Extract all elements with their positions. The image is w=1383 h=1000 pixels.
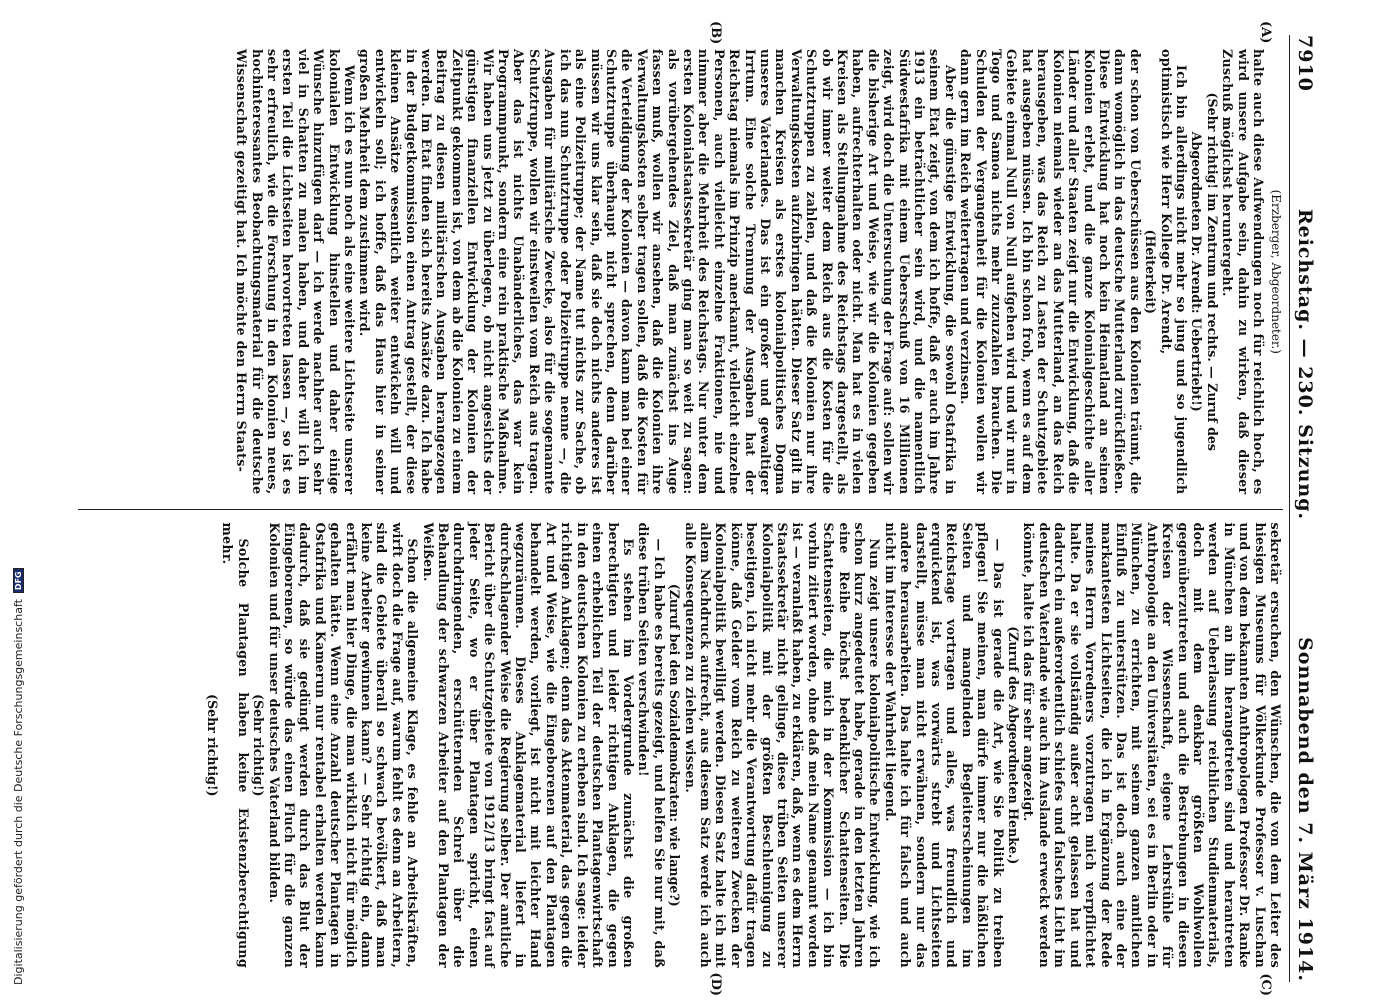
margin-marker-a: (A): [1258, 21, 1273, 44]
paragraph: Es stehen im Vordergrunde zunächst die großen berechtigten und leider richtigen Anklagen, die gegen einen erheblichen Teil der deutschen Plantagenwirtschaft in den deutschen Kolonien zu erheben sind. Ich sage: leider richtigen Anklagen; denn das Aktenmaterial, das gegen die Art und Weise, wie die Eingeborenen auf den Plantagen behandelt werden, vorliegt, ist nicht mit leichter Hand wegzuräumen. Dieses Anklagematerial liefert in durchschlagender Weise die Regierung selber. Der amtliche Bericht über die Schutzgebiete von 1912/13 bringt fast auf jeder Seite, wo er über Plantagen spricht, einen durchdringenden, erschütternden Schrei über die Behandlung der schwarzen Arbeiter auf den Plantagen der Weißen.: [420, 522, 636, 968]
interjection: (Sehr richtig! im Zentrum und rechts. — Zuruf des Abgeordneten Dr. Arendt: Uebertriebt!): [1189, 92, 1220, 451]
paragraph: — Ich habe es bereits gezeigt, und helfen Sie nur mit, daß diese trüben Seiten verschwinden!: [636, 522, 667, 968]
interjection: (Zuruf bei den Sozialdemokraten: wie lange?): [667, 583, 683, 907]
page-number: 7910: [1294, 35, 1316, 92]
interjection: (Sehr richtig!): [251, 694, 267, 797]
credit-text: Digitalisierung gefördert durch die Deutsche Forschungsgemeinschaft: [12, 599, 25, 985]
left-column: [78, 21, 1283, 509]
interjection: (Heiterkeit): [1143, 229, 1159, 314]
margin-marker-c: (C): [1258, 973, 1273, 996]
paragraph: halte auch diese Aufwendungen noch für reichlich hoch, es wird unsere Aufgabe sein, dahin zu wirken, daß dieser Zuschuß möglichst heruntergeht.: [1220, 49, 1266, 495]
margin-marker-d: (D): [708, 972, 723, 996]
paragraph: Schon die allgemeine Klage, es fehle an Arbeitskräften, wirft doch die Frage auf, warum fehlt es denn an Arbeitern, sind die Gebiete überall so schwach bevölkert, daß man keine Arbeiter gewinnen kann? — Sehr richtig ein, dann erfährt man hier Dinge, die man wirklich nicht für möglich gehalten hätte. Wenn eine Anzahl deutscher Plantagen in Ostafrika und Kamerun nur rentabel erhalten werden kann dadurch, daß sie gedüngt werden durch das Blut der Eingeborenen, so würde das einen Fluch für die ganzen Kolonien und für unser deutsches Vaterland bilden.: [266, 522, 421, 968]
page-header: [1289, 35, 1316, 982]
paragraph: Wenn ich es nun noch als eine weitere Lichtseite unserer kolonialen Entwicklung hinstellen und daher einige Wünsche hinzufügen darf — ich werde nachher auch sehr viel in Schatten zu malen haben, und daher will ich im ersten Teil die Lichtseiten hervortreten lassen —, so ist es sehr erfreulich, wie die Forschung in den Kolonien neues, hochinteressantes Beobachtungsmaterial für die deutsche Wissenschaft gezeitigt hat. Ich möchte den Herrn Staats-: [234, 49, 358, 495]
paragraph: Aber die günstige Entwicklung, die sowohl Ostafrika in seinem Etat zeigt, von dem ich hoffe, daß er auch im Jahre 1913 ein beträchtlicher sein wird, und die namentlich Südwestafrika mit einem Uebersschuß von 16 Millionen zeigt, wird doch die Untersuchung der Frage auf: sollen wir die bisherige Art und Weise, wie wir die Kolonien gegeben haben, aufrechterhalten oder nicht. Man hat es in vielen Kreisen als Stellungnahme des Reichstags dargestellt, als ob wir immer weiter dem Reich aus die Kosten für die Schutztruppen zu zahlen, und daß die Kolonien nur ihre Verwaltungskosten aufzubringen hätten. Dieser Satz gilt in manchen Kreisen als erstes kolonialpolitisches Dogma unseres Vaterlandes. Das ist ein großer und gewaltiger Irrtum. Eine solche Trennung der Ausgaben hat der Reichstag niemals im Prinzip anerkannt, vielleicht einzelne Personen, auch vielleicht einzelne Fraktionen, nie und nimmer aber die Mehrheit des Reichstags. Nur unter dem ersten Kolonialstaatssekretär ging man so weit zu sagen: als vorübergehendes Ziel, daß man zunächst ins Auge fassen muß, wollen wir ansehen, daß die Kolonien ihre Verwaltungskosten selber tragen sollen, daß die Kosten für die Verteidigung der Kolonien — davon kann man bei einer Schutztruppe überhaupt nicht sprechen, denn darüber müssen wir uns klar sein, daß sie doch nichts anderes ist als eine Polizeitruppe; der Name tut nichts zur Sache, ob ich das nun Schutztruppe oder Polizeitruppe nenne —, die Ausgaben für militärische Zwecke, also für die sogenannte Schutztruppe, wollen wir einstweilen vom Reich aus tragen. Aber das ist nichts Unabänderliches, das war kein Programmpunkt, sondern eine rein praktische Maßnahme. Wir haben uns jetzt zu überlegen, ob nicht angesichts der günstigen finanziellen Entwicklung der Kolonien der Zeitpunkt gekommen ist, von dem ab die Kolonien zu einem Beitrag zu diesen militärischen Ausgaben herangezogen werden. Im Etat finden sich bereits Ansätze dazu. Ich habe in der Budgetkommission einen Antrag gestellt, der diese kleinen Ansätze wesentlich weiter entwickeln will und entwickeln soll; ich hoffe, daß das Haus hier in seiner großen Mehrheit dem zustimmen wird.: [357, 49, 958, 495]
digitization-credit: [12, 568, 25, 985]
margin-marker-b: (B): [708, 21, 723, 45]
document-page: [66, 21, 1324, 996]
paragraph: der schon von Ueberschüssen aus den Kolonien träumt, die dann womöglich in das deutsche Mutterland zurückfließen. Diese Entwicklung hat noch kein Heimatland an seinen Kolonien erlebt, und die ganze Kolonialgeschichte aller Länder und aller Staaten zeigt nur die Entwicklung, daß die Kolonien niemals wieder an das Mutterland, an das Reich herausgeben, was das Reich zu Lasten der Schutzgebiete hat ausgeben müssen. Ich bin schon froh, wenn es auf dem Gebiete einmal Null von Null aufgehen wird und wir nur in Togo und Samoa nichts mehr zuzuzahlen brauchen. Die Schulden der Vergangenheit für die Kolonien wollen wir dann gern im Reich weitertragen und verzinsen.: [958, 49, 1143, 495]
right-column: [78, 509, 1283, 996]
paragraph: Nun zeigt unsere kolonialpolitische Entwicklung, wie ich schon kurz angedeutet habe, gerade in den letzten Jahren eine Reihe höchst bedenklicher Schattenseiten. Die Schattenseiten, die mich in der Kommission — ich bin vorhin zitiert worden, ohne daß mein Name genannt worden ist — veranlaßt haben, zu erklären, daß, wenn es dem Herrn Staatssekretär nicht gelinge, diese trüben Seiten unserer Kolonialpolitik mit der größten Beschleunigung zu beseitigen, ich nicht mehr die Verantwortung dafür tragen könne, daß Gelder vom Reich zu weiteren Zwecken der Kolonialpolitik bewilligt werden. Diesen Satz halte ich mit allem Nachdruck aufrecht, aus diesem Satz werde ich auch alle Konsequenzen zu ziehen wissen.: [682, 522, 883, 968]
paragraph: Ich bin allerdings nicht mehr so jung und so jugendlich optimistisch wie Herr Kollege Dr. Arendt,: [1158, 49, 1189, 495]
publication-title: Reichstag. — 230. Sitzung.: [1294, 208, 1316, 521]
session-date: Sonnabend den 7. März 1914.: [1294, 637, 1316, 982]
interjection: (Zuruf des Abgeordneten Henke.): [1006, 626, 1022, 865]
interjection: (Sehr richtig!): [204, 694, 220, 797]
speaker-label: (Erzberger, Abgeordneter.): [1269, 189, 1283, 354]
dfg-logo: DFG: [13, 568, 24, 593]
paragraph: — Das ist gerade die Art, wie Sie Politik zu treiben pflegen! Sie meinen, man dürfe immer nur die häßlichen Seiten und mangelnden Begleiterscheinungen im Reichstage vortragen und alles, was freundlich und erquickend ist, was vorwärts strebt und Lichtseiten darstellt, müsse man nicht erwähnen, sondern nur das andere herausarbeiten. Das halte ich für falsch und auch nicht im Interesse der Wahrheit liegend.: [882, 522, 1006, 968]
text-columns: [78, 21, 1283, 996]
paragraph: Solche Plantagen haben keine Existenzberechtigung mehr.: [220, 522, 251, 968]
paragraph: sekretär ersuchen, den Wünschen, die von dem Leiter des hiesigen Museums für Völkerkunde Professor v. Luschan und von dem bekannten Anthropologen Professor Dr. Ranke in München an ihn herangetreten sind und herantreten werden auf Ueberlassung reichlichen Studienmaterials, doch mit dem denkbar größten Wohlwollen gegenüberzutreten und auch die Bestrebungen in diesen Kreisen der Wissenschaft, eigene Lehrstühle für Anthropologie an den Universitäten, sei es in Berlin oder in München, zu errichten, mit seinem ganzen amtlichen Einfluß zu unterstützen. Das ist doch auch eine der markantesten Lichtseiten, die ich in Ergänzung der Rede meines Herrn Vorredners vorzutragen mich verpflichtet halte. Da er sie vollständig außer acht gelassen hat und dadurch ein außerordentlich schiefes und falsches Licht im deutschen Vaterlande wie auch im Auslande erweckt werden könnte, halte ich das für sehr angezeigt.: [1021, 522, 1283, 968]
